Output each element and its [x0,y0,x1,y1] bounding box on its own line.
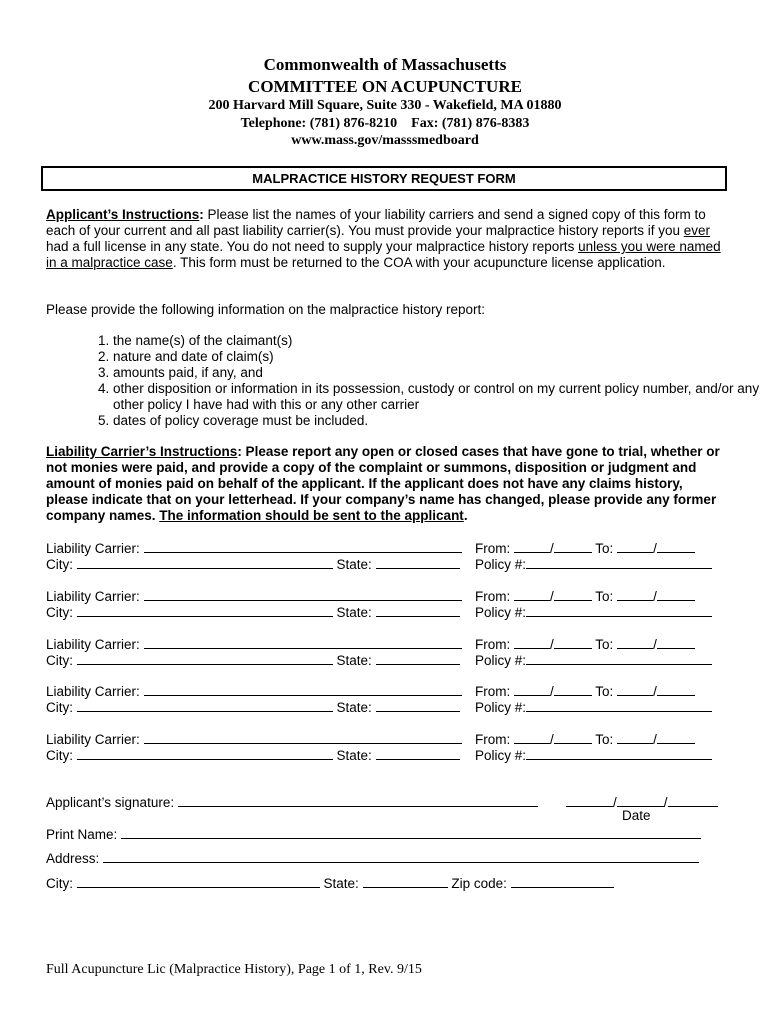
city-row [46,698,460,716]
applicant-instructions-text3: . This form must be returned to the COA with your acupuncture license application. [172,255,666,270]
date-sep: / [653,541,657,556]
policy-row [475,651,712,669]
sig-city-field[interactable] [77,874,320,888]
to-month-field[interactable] [617,635,653,649]
to-month-field[interactable] [617,539,653,553]
state-field[interactable] [376,555,460,569]
applicant-instructions-label: Applicant’s Instructions [46,207,200,222]
signature-field[interactable] [178,793,538,807]
sig-city-label: City: [46,876,73,891]
carrier-field[interactable] [144,730,462,744]
form-title: MALPRACTICE HISTORY REQUEST FORM [41,166,727,191]
date-sep: / [550,541,554,556]
from-month-field[interactable] [514,730,550,744]
city-label: City: [46,605,73,620]
sig-state-label: State: [323,876,359,891]
to-label: To: [595,589,614,604]
city-state-zip-row [46,874,614,892]
from-month-field[interactable] [514,682,550,696]
state-label: State: [336,605,372,620]
applicant-instructions-colon: : [199,207,204,222]
state-label: State: [336,653,372,668]
carrier-label: Liability Carrier: [46,684,140,699]
zip-field[interactable] [511,874,614,888]
date-month-field[interactable] [566,793,613,807]
city-label: City: [46,748,73,763]
policy-label: Policy #: [475,748,527,763]
carrier-label: Liability Carrier: [46,541,140,556]
policy-field[interactable] [526,603,712,617]
policy-label: Policy #: [475,700,527,715]
address-label: Address: [46,851,100,866]
list-item: 5. dates of policy coverage must be included. [113,413,770,429]
header-phones: Telephone: (781) 876-8210 Fax: (781) 876-8383 [240,116,530,131]
address-field[interactable] [103,849,699,863]
date-label: Date [622,808,651,823]
list-item: 1. the name(s) of the claimant(s) [113,333,770,349]
list-item: 2. nature and date of claim(s) [113,349,770,365]
state-label: State: [336,557,372,572]
carrier-label: Liability Carrier: [46,732,140,747]
date-sep: / [653,589,657,604]
applicant-instructions-unless: unless you were named in a malpractice case [46,239,721,270]
date-year-field[interactable] [668,793,718,807]
city-field[interactable] [77,555,333,569]
city-row [46,555,460,573]
state-field[interactable] [376,746,460,760]
applicant-instructions-text2: had a full license in any state. You do not need to supply your malpractice history reports [46,239,579,254]
carrier-instructions-sent: The information should be sent to the applicant [159,508,464,523]
to-year-field[interactable] [657,587,695,601]
date-sep: / [653,684,657,699]
date-sep: / [550,589,554,604]
date-sep: / [663,795,668,810]
policy-row [475,698,712,716]
city-row [46,651,460,669]
from-label: From: [475,637,511,652]
list-item: 3. amounts paid, if any, and [113,365,770,381]
carrier-field[interactable] [144,539,462,553]
zip-label: Zip code: [451,876,507,891]
state-field[interactable] [376,651,460,665]
date-sep: / [653,732,657,747]
header-commonwealth: Commonwealth of Massachusetts [263,55,507,74]
policy-row [475,746,712,764]
from-year-field[interactable] [554,682,592,696]
to-month-field[interactable] [617,587,653,601]
print-name-row [46,825,701,843]
from-label: From: [475,589,511,604]
state-label: State: [336,748,372,763]
city-label: City: [46,653,73,668]
state-field[interactable] [376,603,460,617]
city-field[interactable] [77,698,333,712]
from-month-field[interactable] [514,587,550,601]
list-item: 4. other disposition or information in its possession, custody or control on my current policy number, and/or any other policy I have had with this or any other carrier [113,381,770,413]
from-year-field[interactable] [554,730,592,744]
policy-label: Policy #: [475,557,527,572]
date-sep: / [613,795,617,810]
carrier-field[interactable] [144,587,462,601]
city-field[interactable] [77,603,333,617]
city-label: City: [46,557,73,572]
applicant-instructions-text1: Please list the names of your liability carriers and send a signed copy of this form to each of your current and all past liability carrier(s). You must provide your malpractice history reports if you [46,207,706,238]
carrier-instructions-text: : Please report any open or closed cases that have gone to trial, whether or not monies were paid, and provide a copy of the complaint or summons, disposition or judgment and amount of monies paid on behalf of the applicant. If the applicant does not have any claims history, please indicate that on your letterhead. If your company’s name has changed, please provide any former company names. [46,444,720,523]
state-label: State: [336,700,372,715]
to-month-field[interactable] [617,682,653,696]
city-row [46,603,460,621]
date-day-field[interactable] [617,793,664,807]
to-label: To: [595,541,614,556]
to-label: To: [595,637,614,652]
header-address: 200 Harvard Mill Square, Suite 330 - Wakefield, MA 01880 [208,98,562,113]
from-month-field[interactable] [514,539,550,553]
footer: Full Acupuncture Lic (Malpractice History), Page 1 of 1, Rev. 9/15 [46,962,422,977]
info-list [46,333,770,429]
from-label: From: [475,541,511,556]
city-row [46,746,460,764]
carrier-instructions-label: Liability Carrier’s Instructions [46,444,238,459]
from-year-field[interactable] [554,587,592,601]
city-label: City: [46,700,73,715]
provide-text: Please provide the following information on the malpractice history report: [46,302,485,317]
date-sep: / [550,637,554,652]
carrier-label: Liability Carrier: [46,637,140,652]
policy-field[interactable] [526,698,712,712]
date-sep: / [653,637,657,652]
to-year-field[interactable] [657,635,695,649]
from-label: From: [475,732,511,747]
policy-field[interactable] [526,651,712,665]
signature-label: Applicant’s signature: [46,795,175,810]
to-month-field[interactable] [617,730,653,744]
city-field[interactable] [77,651,333,665]
to-year-field[interactable] [657,539,695,553]
applicant-instructions [46,207,726,271]
policy-label: Policy #: [475,653,527,668]
state-field[interactable] [376,698,460,712]
date-sep: / [550,684,554,699]
from-year-field[interactable] [554,539,592,553]
policy-label: Policy #: [475,605,527,620]
city-field[interactable] [77,746,333,760]
print-name-field[interactable] [121,825,701,839]
sig-state-field[interactable] [363,874,448,888]
from-month-field[interactable] [514,635,550,649]
to-label: To: [595,684,614,699]
carrier-field[interactable] [144,682,462,696]
carrier-field[interactable] [144,635,462,649]
policy-field[interactable] [526,746,712,760]
policy-row [475,555,712,573]
carrier-instructions [46,444,726,524]
address-row [46,849,699,867]
applicant-instructions-ever: ever [683,223,711,238]
to-label: To: [595,732,614,747]
carrier-label: Liability Carrier: [46,589,140,604]
signature-row [46,793,538,811]
from-year-field[interactable] [554,635,592,649]
carrier-instructions-end: . [463,508,468,523]
print-name-label: Print Name: [46,827,118,842]
to-year-field[interactable] [657,682,695,696]
date-sep: / [550,732,554,747]
to-year-field[interactable] [657,730,695,744]
from-label: From: [475,684,511,699]
header-website: www.mass.gov/masssmedboard [291,133,479,148]
header-committee: COMMITTEE ON ACUPUNCTURE [248,77,522,96]
policy-field[interactable] [526,555,712,569]
policy-row [475,603,712,621]
